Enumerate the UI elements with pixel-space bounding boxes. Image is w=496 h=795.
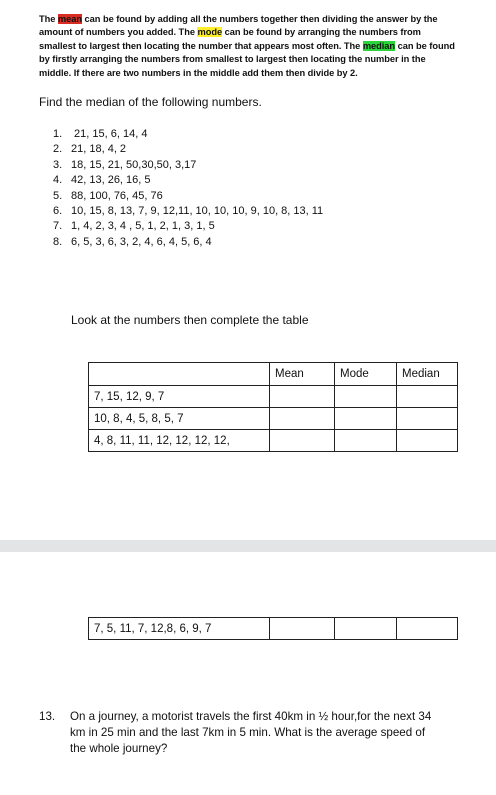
question-item	[53, 189, 323, 204]
question-numbers: 6, 5, 3, 6, 3, 2, 4, 6, 4, 5, 6, 4	[71, 235, 212, 248]
mean-answer-cell[interactable]	[270, 618, 335, 640]
question-number: 13.	[39, 710, 56, 723]
question-number: 7.	[53, 220, 63, 233]
intro-text: can be found by adding all the numbers together then dividing the answer by the amount of numbers you added. The	[39, 14, 438, 38]
question-13	[39, 709, 469, 757]
question-item	[53, 173, 323, 188]
row-numbers-cell: 7, 15, 12, 9, 7	[89, 386, 270, 408]
question-item	[53, 158, 323, 173]
question-number: 8.	[53, 235, 63, 248]
median-prompt: Find the median of the following numbers.	[39, 95, 262, 109]
row-numbers-cell: 7, 5, 11, 7, 12,8, 6, 9, 7	[89, 618, 270, 640]
median-answer-cell[interactable]	[397, 430, 458, 452]
statistics-table	[88, 362, 458, 452]
intro-text: can be found by arranging the numbers from smallest to largest then locating the number that appears most often. The	[39, 27, 421, 51]
question-13-line	[39, 709, 469, 725]
page-break-gap	[0, 540, 496, 552]
question-number: 6.	[53, 205, 63, 218]
mode-answer-cell[interactable]	[335, 408, 397, 430]
mode-answer-cell[interactable]	[335, 618, 397, 640]
question-numbers: 21, 18, 4, 2	[71, 143, 127, 156]
statistics-table-continued	[88, 617, 458, 640]
question-numbers: 88, 100, 76, 45, 76	[71, 189, 163, 202]
question-number: 4.	[53, 174, 63, 187]
question-numbers: 42, 13, 26, 16, 5	[71, 174, 151, 187]
median-answer-cell[interactable]	[397, 618, 458, 640]
question-numbers: 18, 15, 21, 50,30,50, 3,17	[71, 158, 197, 171]
question-number: 5.	[53, 189, 63, 202]
question-13-text: On a journey, a motorist travels the first 40km in ½ hour,for the next 34	[70, 710, 432, 723]
table-row	[89, 618, 458, 640]
median-highlight: median	[362, 40, 396, 51]
table-row	[89, 408, 458, 430]
header-mean: Mean	[270, 363, 335, 386]
mode-highlight: mode	[197, 27, 223, 38]
question-numbers: 21, 15, 6, 14, 4	[71, 128, 148, 140]
mode-answer-cell[interactable]	[335, 386, 397, 408]
table-header-row	[89, 363, 458, 386]
mean-answer-cell[interactable]	[270, 430, 335, 452]
row-numbers-cell: 10, 8, 4, 5, 8, 5, 7	[89, 408, 270, 430]
header-blank-cell	[89, 363, 270, 386]
median-answer-cell[interactable]	[397, 408, 458, 430]
question-item	[53, 235, 323, 250]
mode-answer-cell[interactable]	[335, 430, 397, 452]
mean-answer-cell[interactable]	[270, 386, 335, 408]
intro-text: The	[39, 14, 58, 24]
question-number: 3.	[53, 158, 63, 171]
question-item	[53, 142, 323, 157]
question-numbers: 1, 4, 2, 3, 4 , 5, 1, 2, 1, 3, 1, 5	[71, 220, 215, 233]
mean-answer-cell[interactable]	[270, 408, 335, 430]
question-list	[53, 127, 323, 250]
worksheet-page-2	[0, 552, 496, 795]
instructions-paragraph	[39, 13, 459, 80]
question-numbers: 10, 15, 8, 13, 7, 9, 12,11, 10, 10, 10, 9, 10, 8, 13, 11	[71, 205, 324, 218]
table-prompt: Look at the numbers then complete the table	[71, 313, 309, 327]
table-row	[89, 386, 458, 408]
question-item	[53, 127, 323, 142]
question-13-line: km in 25 min and the last 7km in 5 min. What is the average speed of	[70, 726, 426, 739]
question-item	[53, 219, 323, 234]
header-median: Median	[397, 363, 458, 386]
intro-text: can be found by firstly arranging the numbers from smallest to largest then locating the number in the middle. If there are two numbers in the middle add them then divide by 2.	[39, 40, 455, 78]
question-number: 2.	[53, 143, 63, 156]
question-item	[53, 204, 323, 219]
row-numbers-cell: 4, 8, 11, 11, 12, 12, 12, 12,	[89, 430, 270, 452]
question-13-line: the whole journey?	[70, 742, 168, 755]
mean-highlight: mean	[57, 14, 83, 24]
table-row	[89, 430, 458, 452]
question-number: 1.	[53, 128, 63, 140]
median-answer-cell[interactable]	[397, 386, 458, 408]
header-mode: Mode	[335, 363, 397, 386]
